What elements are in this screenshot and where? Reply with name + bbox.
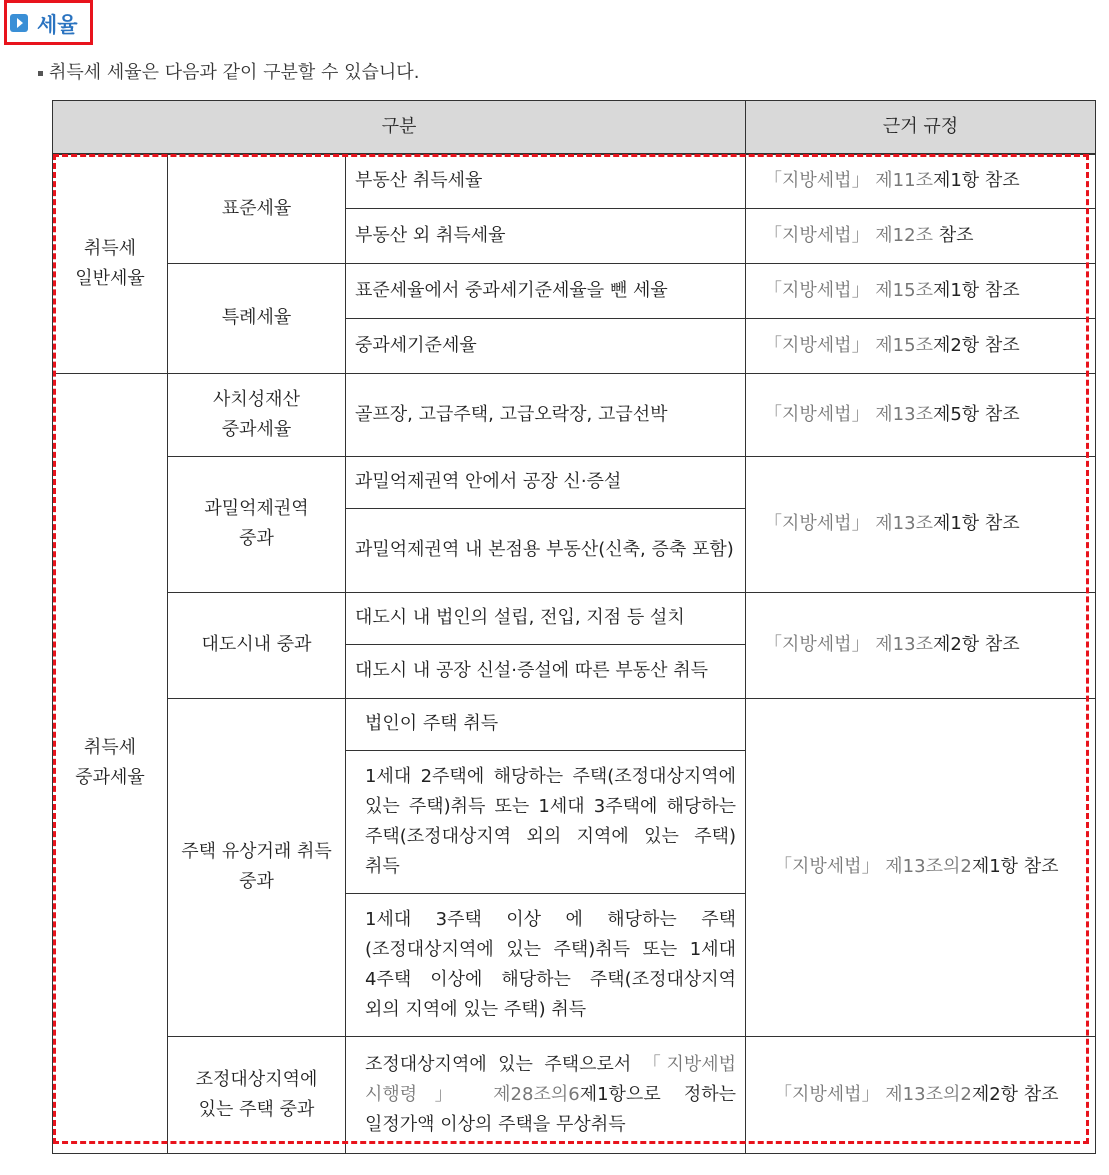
sub-bigcity: 대도시내 중과 — [168, 592, 346, 698]
sub-adjust: 조정대상지역에 있는 주택 중과 — [168, 1036, 346, 1153]
group-heavy: 취득세 중과세율 — [53, 373, 168, 1153]
basis-b5: 「지방세법」 제13조제5항 참조 — [746, 373, 1096, 456]
item-oc1: 과밀억제권역 안에서 공장 신·증설 — [346, 456, 746, 508]
sub-special: 특례세율 — [168, 263, 346, 373]
sub-overcrowd: 과밀억제권역 중과 — [168, 456, 346, 592]
header-basis: 근거 규정 — [746, 101, 1096, 155]
item-sp2: 중과세기준세율 — [346, 318, 746, 373]
group-general: 취득세 일반세율 — [53, 154, 168, 373]
item-h2: 1세대 2주택에 해당하는 주택(조정대상지역에 있는 주택)취득 또는 1세대 3주택에 해당하는 주택(조정대상지역 외의 지역에 있는 주택) 취득 — [346, 750, 746, 893]
table-row — [53, 154, 1096, 208]
bullet-icon — [38, 71, 43, 76]
intro-text: 취득세 세율은 다음과 같이 구분할 수 있습니다. — [38, 58, 419, 84]
item-h3: 1세대 3주택 이상 에 해당하는 주택(조정대상지역에 있는 주택)취득 또는 1세대 4주택 이상에 해당하는 주택(조정대상지역 외의 지역에 있는 주택) 취득 — [346, 893, 746, 1036]
item-bc2: 대도시 내 공장 신설·증설에 따른 부동산 취득 — [346, 644, 746, 698]
basis-b7: 「지방세법」 제13조제2항 참조 — [746, 592, 1096, 698]
basis-b4: 「지방세법」 제15조제2항 참조 — [746, 318, 1096, 373]
item-bc1: 대도시 내 법인의 설립, 전입, 지점 등 설치 — [346, 592, 746, 644]
item-adj: 조정대상지역에 있는 주택으로서 「지방세법 시행령」 제28조의6제1항으로 정하는 일정가액 이상의 주택을 무상취득 — [346, 1036, 746, 1153]
sub-luxury: 사치성재산 중과세율 — [168, 373, 346, 456]
section-heading: 세율 — [37, 13, 78, 37]
table-row — [53, 1036, 1096, 1153]
basis-b8: 「지방세법」 제13조의2제1항 참조 — [746, 698, 1096, 1036]
sub-standard: 표준세율 — [168, 154, 346, 263]
item-std1: 부동산 취득세율 — [346, 154, 746, 208]
item-sp1: 표준세율에서 중과세기준세율을 뺀 세율 — [346, 263, 746, 318]
sub-housing: 주택 유상거래 취득 중과 — [168, 698, 346, 1036]
item-oc2: 과밀억제권역 내 본점용 부동산(신축, 증축 포함) — [346, 508, 746, 592]
table-row — [53, 698, 1096, 750]
basis-b9: 「지방세법」 제13조의2제2항 참조 — [746, 1036, 1096, 1153]
play-arrow-icon — [10, 14, 28, 32]
basis-b1: 「지방세법」 제11조제1항 참조 — [746, 154, 1096, 208]
table-row — [53, 592, 1096, 644]
header-category: 구분 — [53, 101, 746, 155]
basis-b2: 「지방세법」 제12조 참조 — [746, 208, 1096, 263]
item-lux1: 골프장, 고급주택, 고급오락장, 고급선박 — [346, 373, 746, 456]
basis-b3: 「지방세법」 제15조제1항 참조 — [746, 263, 1096, 318]
basis-b6: 「지방세법」 제13조제1항 참조 — [746, 456, 1096, 592]
table-row — [53, 373, 1096, 456]
item-h1: 법인이 주택 취득 — [346, 698, 746, 750]
table-row — [53, 456, 1096, 508]
tax-rate-table — [52, 100, 1096, 1154]
table-header-row — [53, 101, 1096, 155]
table-row — [53, 263, 1096, 318]
item-std2: 부동산 외 취득세율 — [346, 208, 746, 263]
